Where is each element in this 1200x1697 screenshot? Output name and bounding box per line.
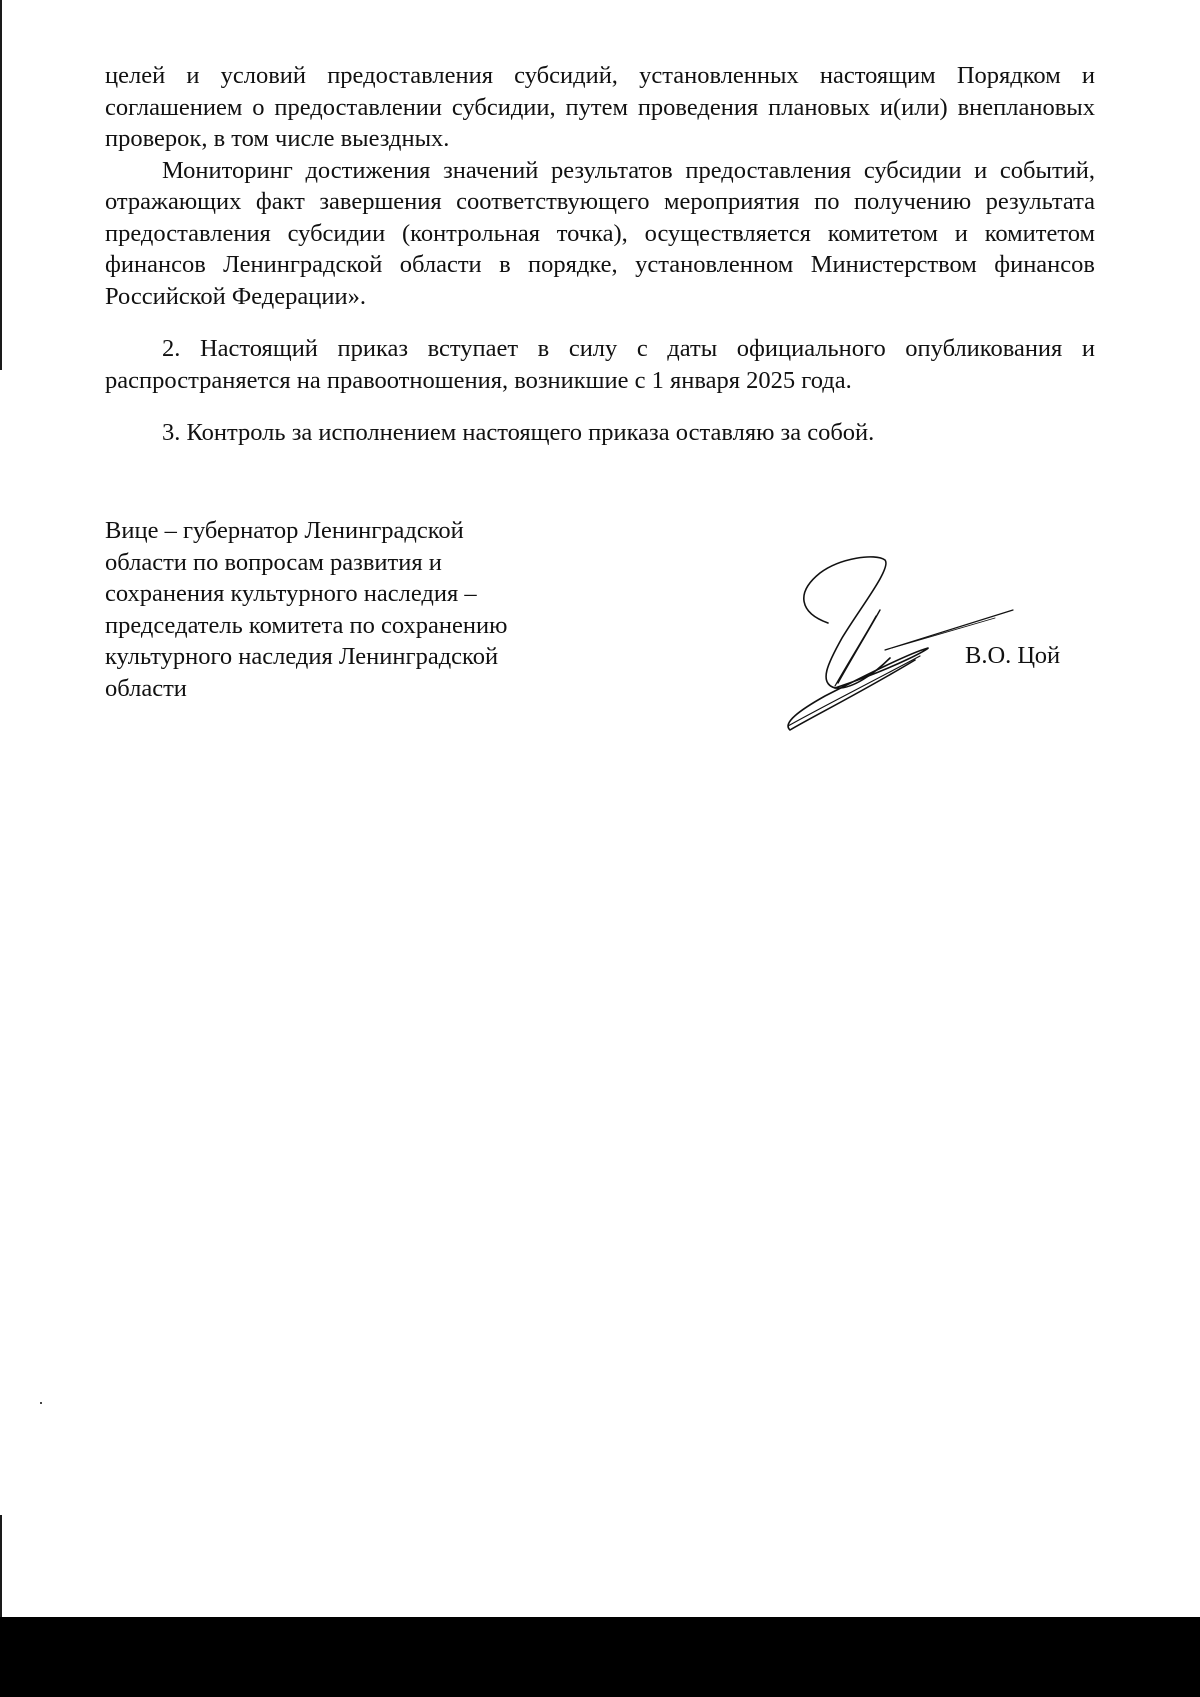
paragraph-item-3: 3. Контроль за исполнением настоящего приказа оставляю за собой. [162, 419, 875, 446]
paragraph-monitoring: Мониторинг достижения значений результатов предоставления субсидии и событий, отражающих факт завершения соответствующего мероприятия по получению результата предоставления субсидии (контрольная точка), осуществляется комитетом и комитетом финансов Ленинградской области в порядке, установленном Министерством финансов Российской Федерации». [105, 156, 1095, 310]
signer-name: В.О. Цой [965, 642, 1061, 669]
position-line: культурного наследия Ленинградской [105, 643, 499, 670]
document-body [105, 60, 1095, 449]
position-line: области [105, 674, 187, 702]
position-line: Вице – губернатор Ленинградской [105, 517, 464, 544]
signatory-position [105, 515, 625, 704]
scan-speck [40, 1402, 42, 1404]
scan-edge-mark-lower [0, 1515, 2, 1620]
scan-edge-mark [0, 0, 2, 370]
position-line: сохранения культурного наследия – [105, 580, 477, 607]
scan-bottom-band [0, 1617, 1200, 1697]
position-line: области по вопросам развития и [105, 548, 442, 576]
paragraph-continuation: целей и условий предоставления субсидий, установленных настоящим Порядком и соглашением о предоставлении субсидии, путем проведения плановых и(или) внеплановых проверок, в том числе выездных. [105, 62, 1095, 152]
paragraph-item-2: 2. Настоящий приказ вступает в силу с даты официального опубликования и распространяется на правоотношения, возникшие с 1 января 2025 года. [105, 335, 1095, 394]
position-line: председатель комитета по сохранению [105, 611, 508, 639]
